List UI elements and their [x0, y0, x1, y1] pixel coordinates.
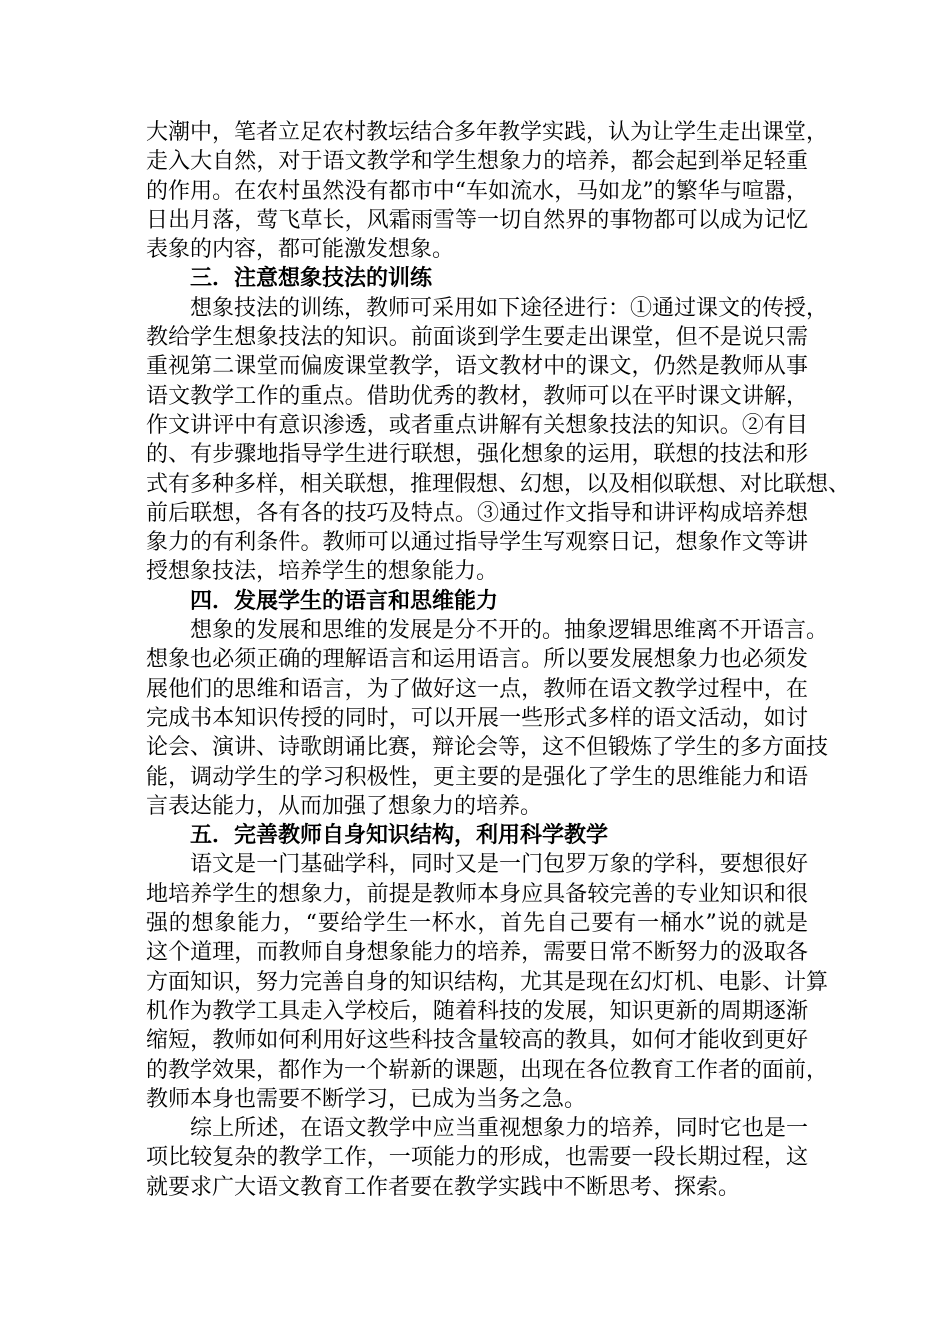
text-line: 想象技法的训练，教师可采用如下途径进行：①通过课文的传授， [190, 295, 829, 321]
paragraph-4 [146, 850, 829, 1114]
text-line: 方面知识，努力完善自身的知识结构，尤其是现在幻灯机、电影、计算 [146, 969, 829, 995]
text-line: 就要求广大语文教育工作者要在教学实践中不断思考、探索。 [146, 1174, 741, 1200]
text-line: 想象的发展和思维的发展是分不开的。抽象逻辑思维离不开语言。 [190, 618, 829, 644]
text-line: 授想象技法，培养学生的想象能力。 [146, 559, 499, 585]
text-line: 想象也必须正确的理解语言和运用语言。所以要发展想象力也必须发 [146, 647, 808, 673]
text-line: 走入大自然，对于语文教学和学生想象力的培养，都会起到举足轻重 [146, 149, 808, 175]
text-line: 言表达能力，从而加强了想象力的培养。 [146, 793, 543, 819]
paragraph-2 [146, 294, 851, 587]
text-line: 能，调动学生的学习积极性，更主要的是强化了学生的思维能力和语 [146, 764, 808, 790]
section-heading-3: 三．注意想象技法的训练 [190, 265, 433, 292]
section-heading-5: 五．完善教师自身知识结构，利用科学教学 [190, 822, 609, 849]
paragraph-5 [146, 1114, 808, 1202]
paragraph-1 [146, 118, 829, 264]
text-line: 教师本身也需要不断学习，已成为当务之急。 [146, 1086, 587, 1112]
text-line: 重视第二课堂而偏废课堂教学，语文教材中的课文，仍然是教师从事 [146, 354, 808, 380]
text-line: 大潮中，笔者立足农村教坛结合多年教学实践，认为让学生走出课堂， [146, 120, 829, 145]
text-line: 语文是一门基础学科，同时又是一门包罗万象的学科，要想很好 [190, 852, 808, 878]
text-line: 地培养学生的想象力，前提是教师本身应具备较完善的专业知识和很 [146, 881, 808, 907]
text-line: 日出月落，莺飞草长，风霜雨雪等一切自然界的事物都可以成为记忆 [146, 207, 808, 233]
section-heading-4: 四．发展学生的语言和思维能力 [190, 587, 499, 614]
text-line: 语文教学工作的重点。借助优秀的教材，教师可以在平时课文讲解， [146, 383, 808, 409]
text-line: 教给学生想象技法的知识。前面谈到学生要走出课堂，但不是说只需 [146, 325, 808, 351]
text-line: 的教学效果，都作为一个崭新的课题，出现在各位教育工作者的面前， [146, 1057, 829, 1083]
text-line: 表象的内容，都可能激发想象。 [146, 237, 455, 263]
text-line: 作文讲评中有意识渗透，或者重点讲解有关想象技法的知识。②有目 [146, 412, 808, 438]
text-line: 缩短，教师如何利用好这些科技含量较高的教具，如何才能收到更好 [146, 1028, 808, 1054]
paragraph-3 [146, 616, 829, 821]
text-line: 机作为教学工具走入学校后，随着科技的发展，知识更新的周期逐渐 [146, 998, 808, 1024]
text-line: 论会、演讲、诗歌朗诵比赛，辩论会等，这不但锻炼了学生的多方面技 [146, 735, 829, 761]
text-line: 这个道理，而教师自身想象能力的培养，需要日常不断努力的汲取各 [146, 940, 808, 966]
text-line: 的作用。在农村虽然没有都市中“车如流水，马如龙”的繁华与喧嚣， [146, 178, 808, 204]
text-line: 的、有步骤地指导学生进行联想，强化想象的运用，联想的技法和形 [146, 442, 808, 468]
text-line: 展他们的思维和语言，为了做好这一点，教师在语文教学过程中，在 [146, 676, 808, 702]
text-line: 完成书本知识传授的同时，可以开展一些形式多样的语文活动，如讨 [146, 705, 808, 731]
text-line: 象力的有利条件。教师可以通过指导学生写观察日记，想象作文等讲 [146, 530, 808, 556]
text-line: 项比较复杂的教学工作，一项能力的形成，也需要一段长期过程，这 [146, 1145, 808, 1171]
text-line: 前后联想，各有各的技巧及特点。③通过作文指导和讲评构成培养想 [146, 500, 808, 526]
document-page [146, 118, 851, 1202]
text-line: 式有多种多样，相关联想，推理假想、幻想，以及相似联想、对比联想、 [146, 471, 851, 497]
text-line: 强的想象能力，“要给学生一杯水，首先自己要有一桶水”说的就是 [146, 911, 808, 937]
text-line: 综上所述，在语文教学中应当重视想象力的培养，同时它也是一 [190, 1116, 808, 1142]
